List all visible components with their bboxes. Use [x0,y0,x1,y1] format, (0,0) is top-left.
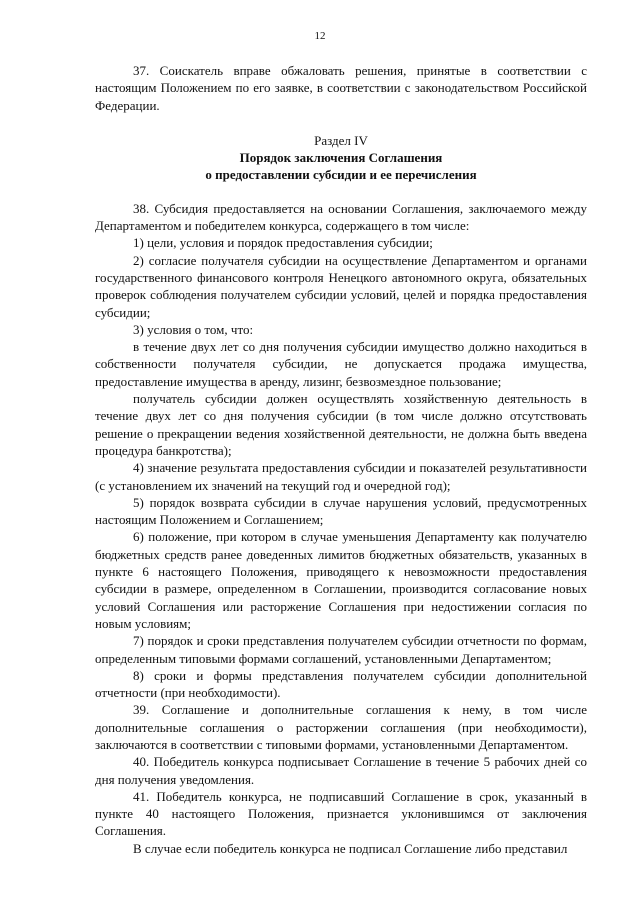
paragraph-38-item-2: 2) согласие получателя субсидии на осуществление Департаментом и органами государственного финансового контроля Ненецкого автономного округа, обязательных проверок соблюдения получателем субсидии условий, целей и порядка предоставления субсидии; [95,252,587,320]
paragraph-38-item-7: 7) порядок и сроки представления получателем субсидии отчетности по формам, определенным типовыми формами соглашений, установленными Департаментом; [95,633,587,666]
document-body [95,62,587,857]
paragraph-38-item-4: 4) значение результата предоставления субсидии и показателей результативности (с установлением их значений на текущий год и очередной год); [95,460,587,493]
paragraph-38-item-3a: в течение двух лет со дня получения субсидии имущество должно находиться в собственности получателя субсидии, не допускается продажа имущества, предоставление имущества в аренду, лизинг, безвозмездное пользование; [95,339,587,389]
paragraph-38-item-8: 8) сроки и формы представления получателем субсидии дополнительной отчетности (при необходимости). [95,667,587,701]
page-number: 12 [314,30,326,42]
paragraph-41: 41. Победитель конкурса, не подписавший Соглашение в срок, указанный в пункте 40 настоящего Положения, признается уклонившимся от заключения Соглашения. [95,788,587,839]
paragraph-38-item-3: 3) условия о том, что: [133,321,254,337]
paragraph-38-item-1: 1) цели, условия и порядок предоставления субсидии; [133,235,433,251]
section-title-line-1: Порядок заключения Соглашения [239,150,443,166]
paragraph-38-item-5: 5) порядок возврата субсидии в случае нарушения условий, предусмотренных настоящим Положением и Соглашением; [95,494,587,528]
section-title-line-2: о предоставлении субсидии и ее перечисления [205,167,477,183]
paragraph-40: 40. Победитель конкурса подписывает Соглашение в течение 5 рабочих дней со дня получения уведомления. [95,754,587,787]
section-label: Раздел IV [314,132,368,148]
paragraph-37: 37. Соискатель вправе обжаловать решения, принятые в соответствии с настоящим Положением по его заявке, в соответствии с законодательством Российской Федерации. [95,63,587,113]
paragraph-39: 39. Соглашение и дополнительные соглашения к нему, в том числе дополнительные соглашения о расторжении соглашения (при необходимости), заключаются в соответствии с типовыми формами, установленными Департаментом. [95,702,587,752]
paragraph-38-item-6: 6) положение, при котором в случае уменьшения Департаменту как получателю бюджетных средств ранее доведенных лимитов бюджетных обязательств, указанных в пункте 6 настоящего Положения, приводящего к невозможности предоставления субсидии в размере, определенном в Соглашении, производится согласование новых условий Соглашения или расторжение Соглашения при недостижении согласия по новым условиям; [95,529,587,631]
paragraph-41-continuation: В случае если победитель конкурса не подписал Соглашение либо представил [133,840,568,856]
paragraph-38-intro: 38. Субсидия предоставляется на основании Соглашения, заключаемого между Департаментом и победителем конкурса, содержащего в том числе: [95,200,587,234]
paragraph-38-item-3b: получатель субсидии должен осуществлять хозяйственную деятельность в течение двух лет со дня получения субсидии (в том числе должно отсутствовать решение о прекращении ведения хозяйственной деятельности, не должна быть введена процедура банкротства); [95,391,587,458]
